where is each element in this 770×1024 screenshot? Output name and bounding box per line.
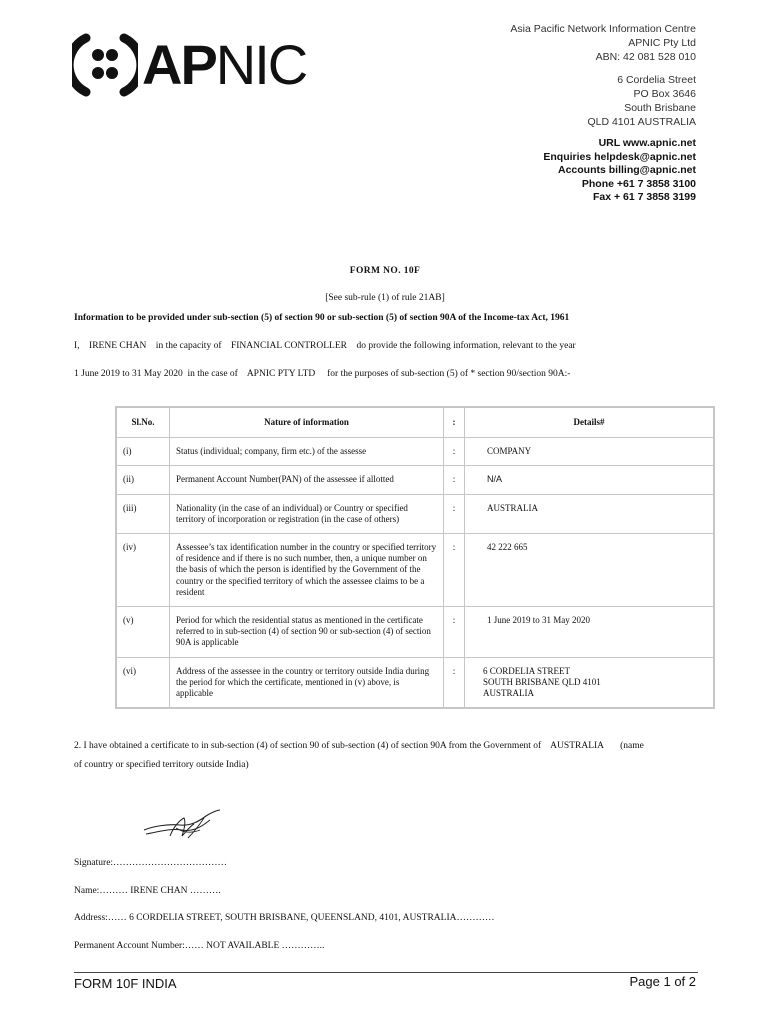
- org-name: Asia Pacific Network Information Centre: [510, 23, 696, 35]
- header-nature: Nature of information: [170, 408, 444, 438]
- row-no: (v): [117, 607, 170, 658]
- row-details: 6 CORDELIA STREET SOUTH BRISBANE QLD 4101 AUSTRALIA: [465, 657, 714, 708]
- info-heading: Information to be provided under sub-section (5) of section 90 or sub-section (5) of section 90A of the Income-tax Act, 1961: [74, 313, 570, 323]
- address-line: Address:…… 6 CORDELIA STREET, SOUTH BRISBANE, QUEENSLAND, 4101, AUSTRALIA…………: [74, 913, 495, 923]
- row-sep: :: [444, 438, 465, 466]
- table-row: [117, 466, 714, 494]
- contact-fax: Fax + 61 7 3858 3199: [592, 191, 696, 203]
- apnic-logo-icon: [72, 32, 138, 98]
- footer-divider: [74, 972, 698, 973]
- table-row: [117, 534, 714, 607]
- abn: ABN: 42 081 528 010: [595, 51, 696, 64]
- see-rule: [See sub-rule (1) of rule 21AB]: [325, 293, 445, 303]
- row-no: (iii): [117, 494, 170, 533]
- company-name: APNIC Pty Ltd: [628, 37, 696, 50]
- handwritten-signature: [140, 806, 222, 842]
- contact-phone: Phone +61 7 3858 3100: [581, 177, 696, 190]
- row-details: 42 222 665: [465, 534, 714, 607]
- declaration-line-2: 1 June 2019 to 31 May 2020 in the case of APNIC PTY LTD for the purposes of sub-section (5) of * section 90/section 90A:-: [74, 369, 571, 379]
- table-row: [117, 494, 714, 533]
- contact-accounts: Accounts billing@apnic.net: [557, 164, 696, 176]
- row-sep: :: [444, 494, 465, 533]
- signature-line: Signature:………………………………: [74, 858, 228, 868]
- row-nature: Nationality (in the case of an individual) or Country or specified territory of incorporation or registration (in the case of others): [170, 494, 444, 533]
- table-row: [117, 438, 714, 466]
- street: 6 Cordelia Street: [617, 73, 696, 86]
- information-table: [115, 406, 715, 709]
- header-sl-no: Sl.No.: [117, 408, 170, 438]
- state: QLD 4101 AUSTRALIA: [587, 116, 696, 129]
- suburb: South Brisbane: [624, 102, 696, 115]
- row-nature: Assessee’s tax identification number in the country or specified territory of residence and if there is no such number, then, a unique number on the basis of which the person is identified by the Government of the country or the specified territory of which the assessee claims to be a resident: [170, 534, 444, 607]
- row-no: (vi): [117, 657, 170, 708]
- name-line: Name:……… IRENE CHAN ……….: [74, 886, 221, 896]
- row-details: 1 June 2019 to 31 May 2020: [465, 607, 714, 658]
- table-header-row: [117, 408, 714, 438]
- table-row: [117, 657, 714, 708]
- po-box: PO Box 3646: [633, 87, 696, 100]
- row-sep: :: [444, 607, 465, 658]
- row-sep: :: [444, 534, 465, 607]
- logo-wordmark: APNIC: [142, 33, 307, 96]
- header-sep: :: [444, 408, 465, 438]
- row-no: (i): [117, 438, 170, 466]
- row-sep: :: [444, 466, 465, 494]
- row-details: COMPANY: [465, 438, 714, 466]
- footer-form-name: FORM 10F INDIA: [74, 976, 177, 991]
- table-row: [117, 607, 714, 658]
- row-nature: Permanent Account Number(PAN) of the assessee if allotted: [170, 466, 444, 494]
- row-no: (iv): [117, 534, 170, 607]
- certificate-statement-line-2: of country or specified territory outside India): [74, 760, 249, 770]
- row-no: (ii): [117, 466, 170, 494]
- letterhead-address: [510, 22, 696, 129]
- row-details: AUSTRALIA: [465, 494, 714, 533]
- certificate-statement-line-1: 2. I have obtained a certificate to in sub-section (4) of section 90 of sub-section (4) of section 90A from the Government of AUSTRALIA (name: [74, 741, 644, 751]
- letterhead-contacts: [543, 137, 696, 205]
- row-sep: :: [444, 657, 465, 708]
- row-nature: Address of the assessee in the country or territory outside India during the period for which the certificate, mentioned in (v) above, is applicable: [170, 657, 444, 708]
- contact-url: URL www.apnic.net: [598, 137, 696, 149]
- row-nature: Period for which the residential status as mentioned in the certificate referred to in sub-section (4) of section 90 or sub-section (4) of section 90A is applicable: [170, 607, 444, 658]
- footer-page-number: Page 1 of 2: [629, 974, 696, 989]
- pan-line: Permanent Account Number:…… NOT AVAILABLE …………..: [74, 941, 325, 951]
- form-title: FORM NO. 10F: [349, 266, 421, 276]
- header-details: Details#: [465, 408, 714, 438]
- row-nature: Status (individual; company, firm etc.) of the assesse: [170, 438, 444, 466]
- contact-enquiries: Enquiries helpdesk@apnic.net: [543, 150, 696, 163]
- row-details: N/A: [465, 466, 714, 494]
- declaration-line-1: I, IRENE CHAN in the capacity of FINANCIAL CONTROLLER do provide the following information, relevant to the year: [74, 341, 576, 351]
- apnic-logo: [72, 32, 342, 98]
